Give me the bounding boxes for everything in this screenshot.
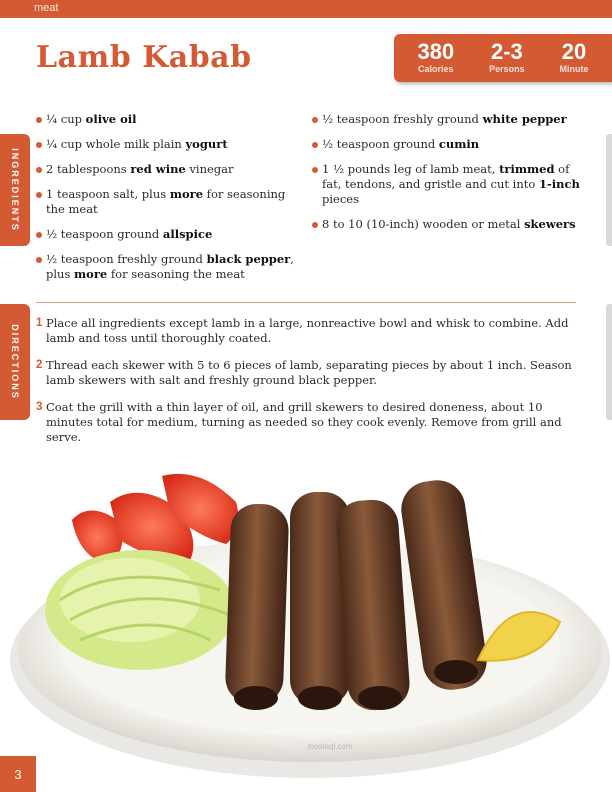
stat-persons-label: Persons: [489, 64, 525, 74]
section-divider: [36, 302, 576, 303]
ingredient-item: ¼ cup olive oil: [36, 112, 294, 127]
kabab-plate-photo: [0, 440, 612, 792]
ingredients-list-left: [36, 112, 294, 292]
ingredient-item: ¼ cup whole milk plain yogurt: [36, 137, 294, 152]
directions-tab-label: DIRECTIONS: [10, 324, 20, 400]
stat-calories-value: 380: [417, 39, 455, 64]
stat-minutes-value: 20: [561, 39, 587, 64]
ingredients-list-right: [312, 112, 582, 242]
page-edge-marker: [606, 134, 612, 246]
ingredient-item: 8 to 10 (10-inch) wooden or metal skewers: [312, 217, 582, 232]
direction-step: [36, 316, 584, 346]
step-text: Coat the grill with a thin layer of oil, and grill skewers to desired doneness, about 10 minutes total for medium, turning as needed so they cook evenly. Remove from grill and serve.: [46, 400, 562, 444]
stat-persons-value: 2-3: [490, 39, 523, 64]
step-number: 3: [36, 401, 43, 413]
step-number: 1: [36, 317, 43, 329]
ingredient-item: ½ teaspoon ground cumin: [312, 137, 582, 152]
ingredient-item: 1 teaspoon salt, plus more for seasoning the meat: [36, 187, 294, 217]
ingredient-item: 1 ½ pounds leg of lamb meat, trimmed of fat, tendons, and gristle and cut into 1-inch pieces: [312, 162, 582, 207]
shredded-lettuce: [45, 550, 235, 670]
ingredients-tab: [0, 134, 30, 246]
ingredient-item: 2 tablespoons red wine vinegar: [36, 162, 294, 177]
page-number: 3: [0, 756, 36, 792]
ingredient-item: ½ teaspoon freshly ground white pepper: [312, 112, 582, 127]
stat-calories-label: Calories: [418, 64, 454, 74]
category-label: meat: [34, 2, 59, 14]
recipe-title: Lamb Kabab: [36, 40, 252, 75]
stats-panel: [394, 34, 612, 82]
step-text: Thread each skewer with 5 to 6 pieces of lamb, separating pieces by about 1 inch. Season lamb skewers with salt and freshly ground black pepper.: [46, 358, 572, 387]
stat-minutes: [560, 41, 589, 75]
direction-step: [36, 400, 584, 445]
stat-minutes-label: Minute: [559, 64, 589, 74]
ingredient-item: ½ teaspoon freshly ground black pepper, plus more for seasoning the meat: [36, 252, 294, 282]
directions-list: [36, 316, 584, 457]
top-bar: [0, 0, 612, 18]
direction-step: [36, 358, 584, 388]
step-number: 2: [36, 359, 43, 371]
watermark: mostaql.com: [307, 742, 353, 751]
kabab-skewers: [225, 477, 491, 712]
ingredient-item: ½ teaspoon ground allspice: [36, 227, 294, 242]
ingredients-tab-label: INGREDIENTS: [10, 148, 20, 232]
stat-calories: [417, 41, 454, 75]
directions-tab: [0, 304, 30, 420]
stat-persons: [489, 41, 525, 75]
step-text: Place all ingredients except lamb in a large, nonreactive bowl and whisk to combine. Add lamb and toss until thoroughly coated.: [46, 316, 569, 345]
page-edge-marker: [606, 304, 612, 420]
